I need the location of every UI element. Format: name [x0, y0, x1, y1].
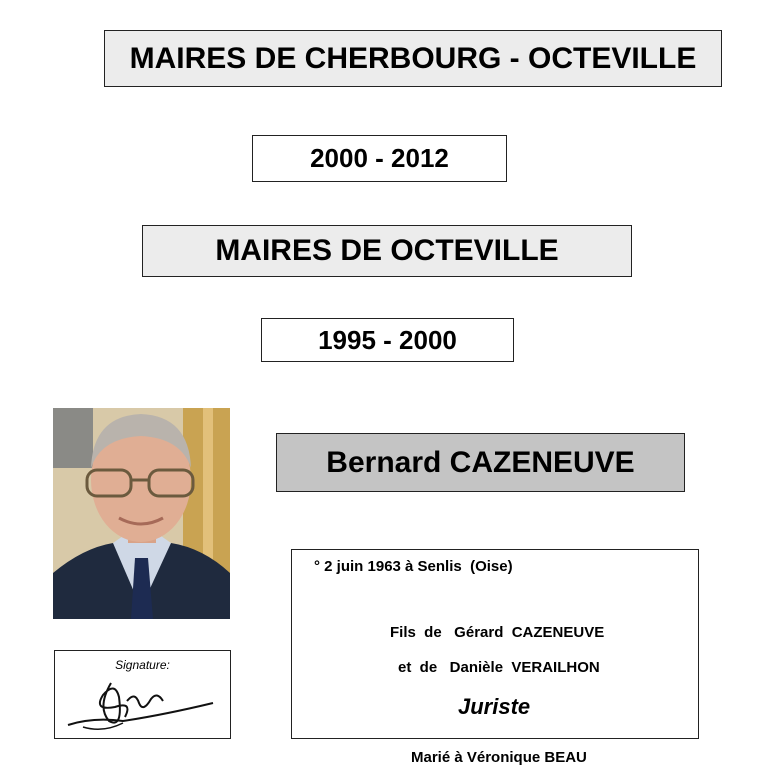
page-title: MAIRES DE CHERBOURG - OCTEVILLE [104, 30, 722, 87]
marriage-info: Marié à Véronique BEAU [411, 749, 587, 766]
period-octeville: 1995 - 2000 [261, 318, 514, 362]
portrait-photo [53, 408, 230, 619]
signature-box [54, 650, 231, 739]
signature-image [63, 677, 223, 735]
period-cherbourg-octeville: 2000 - 2012 [252, 135, 507, 182]
signature-label: Signature: [115, 658, 170, 672]
person-name: Bernard CAZENEUVE [276, 433, 685, 492]
biography-box [291, 549, 699, 739]
profession: Juriste [458, 694, 531, 719]
mother-info: et de Danièle VERAILHON [398, 659, 600, 676]
father-info: Fils de Gérard CAZENEUVE [390, 624, 605, 641]
section-title-octeville: MAIRES DE OCTEVILLE [142, 225, 632, 277]
birth-info: ° 2 juin 1963 à Senlis (Oise) [314, 558, 513, 575]
